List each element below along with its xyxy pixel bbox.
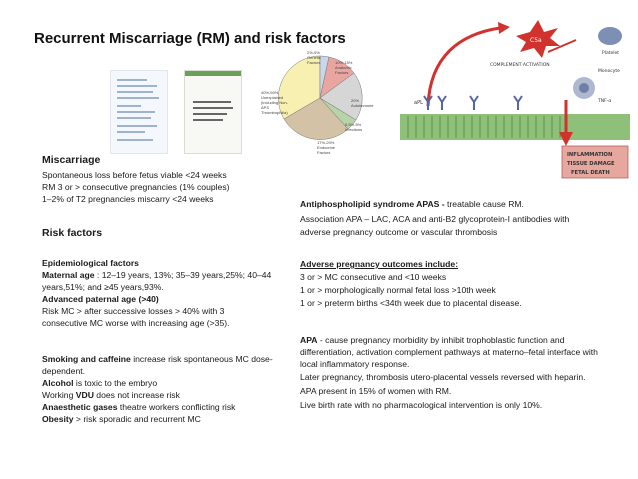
- adverse-item: 1 or > morphologically normal fetal loss >10th week: [300, 285, 496, 295]
- pie-label: 40%-50% Unexplained (including Non-APS Thrombophilia): [261, 90, 288, 115]
- apas-line: Antiphospholipid syndrome APAS - treatable cause RM.: [300, 199, 524, 209]
- apa-section: [300, 334, 600, 411]
- apas-section: [300, 198, 600, 239]
- antibody-icon: [424, 96, 522, 110]
- risk-mc: Risk MC > after successive losses > 40% with 3 consecutive MC worse with increasing age (>35).: [42, 306, 230, 328]
- apl-label: aPL: [414, 100, 423, 106]
- pie-label: 10%-15% Anatomic Factors: [335, 60, 353, 75]
- live-birth: Live birth rate with no pharmacological intervention is only 10%.: [300, 400, 543, 410]
- pie-label: 20% Autoimmune: [351, 98, 374, 108]
- slide-title: Recurrent Miscarriage (RM) and risk factors: [34, 30, 346, 47]
- smoking: Smoking and caffeine increase risk spontaneous MC dose-dependent.: [42, 354, 273, 376]
- adverse-item: 3 or > MC consecutive and <10 weeks: [300, 272, 447, 282]
- miscarriage-line: RM 3 or > consecutive pregnancies (1% couples): [42, 182, 230, 192]
- lifestyle-section: [42, 353, 274, 425]
- later-pregnancy: Later pregnancy, thrombosis utero-placental vessels reversed with heparin.: [300, 372, 586, 382]
- epidemiological-section: [42, 257, 272, 329]
- tnf-label: TNF-α: [598, 99, 612, 104]
- complement-activation-diagram: [370, 6, 632, 182]
- adverse-outcomes-section: [300, 258, 600, 310]
- miscarriage-heading: Miscarriage: [42, 154, 101, 166]
- adverse-heading: Adverse pregnancy outcomes include:: [300, 259, 459, 269]
- vdu: Working VDU does not increase risk: [42, 390, 180, 400]
- miscarriage-line: Spontaneous loss before fetus viable <24 weeks: [42, 170, 227, 180]
- monocyte-label: Monocyte: [598, 69, 620, 74]
- paternal-age: Advanced paternal age (>40): [42, 294, 159, 304]
- complement-label: COMPLEMENT ACTIVATION: [490, 63, 550, 68]
- miscarriage-line: 1–2% of T2 pregnancies miscarry <24 weeks: [42, 194, 214, 204]
- causes-pie-chart: [255, 38, 385, 158]
- association: Association APA – LAC, ACA and anti-B2 glycoprotein-I antibodies with adverse pregnancy outcome or vascular thrombosis: [300, 214, 570, 237]
- platelet-label: Platelet: [602, 51, 620, 56]
- slide-thumbnail-icon: [184, 70, 242, 154]
- anaesthetic: Anaesthetic gases theatre workers conflicting risk: [42, 402, 236, 412]
- outcome-line: FETAL DEATH: [571, 170, 610, 176]
- maternal-age: Maternal age : 12–19 years, 13%; 35–39 years,25%; 40–44 years,51%; and ≥45 years,93%.: [42, 270, 272, 292]
- adverse-item: 1 or > preterm births <34th week due to placental disease.: [300, 298, 522, 308]
- outcome-line: TISSUE DAMAGE: [567, 161, 615, 167]
- apa-description: APA - cause pregnancy morbidity by inhibit trophoblastic function and differentiation, activation complement pathways at materno–fetal interface with local inflammatory response.: [300, 335, 598, 369]
- c5a-label: C5a: [530, 37, 542, 44]
- pie-label: 17%-20% Endocrine Factors: [317, 140, 336, 155]
- risk-heading: Risk factors: [42, 227, 103, 239]
- document-thumbnail-icon: [110, 70, 168, 154]
- obesity: Obesity > risk sporadic and recurrent MC: [42, 414, 201, 424]
- pie-label: 2%-5% Genetic Factors: [307, 50, 321, 65]
- pie-label: 0.5%-5% Infections: [345, 122, 363, 132]
- platelet-icon: [598, 27, 622, 45]
- miscarriage-section: [42, 154, 272, 205]
- alcohol: Alcohol is toxic to the embryo: [42, 378, 158, 388]
- apa-present: APA present in 15% of women with RM.: [300, 386, 452, 396]
- outcome-line: INFLAMMATION: [567, 152, 613, 158]
- epi-heading: Epidemiological factors: [42, 258, 139, 268]
- risk-factors-section: [42, 227, 272, 239]
